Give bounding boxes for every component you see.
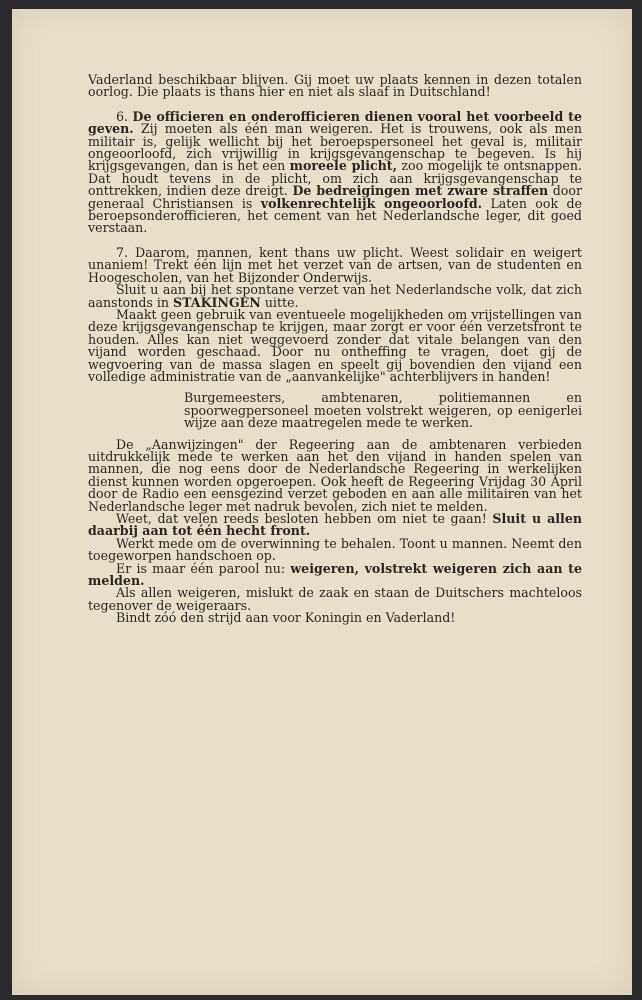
bold-text: weigeren, volstrekt weigeren zich aan te melden.	[88, 560, 582, 589]
bold-text: STAKINGEN	[173, 294, 261, 310]
paragraph-number: 6.	[116, 108, 129, 124]
bold-text: volkenrechtelijk ongeoorloofd.	[260, 195, 483, 211]
bold-text: moreele plicht,	[289, 158, 398, 174]
paragraph-vrijstelling: Maakt geen gebruik van eventueele mogelijkheden om vrijstellingen van deze krijgsgevangenschap te krijgen, maar zorgt er voor één verzetsfront te houden. Alles kan niet weggevoerd zonder dat vitale belangen van den vijand worden geschaad. Door nu ontheffing te vragen, doet gij de wegvoering van de massa slagen en speelt gij bovendien den vijand een volledige administratie van de „aanvankelijke" achterblijvers in handen!	[88, 306, 582, 384]
body-text: uitte.	[264, 294, 299, 310]
intro-paragraph: Vaderland beschikbaar blijven. Gij moet uw plaats kennen in dezen totalen oorlog. Die plaats is thans hier en niet als slaaf in Duitschland!	[88, 72, 582, 100]
paragraph-overwinning: Werkt mede om de overwinning te behalen. Toont u mannen. Neemt den toegeworpen handschoen op.	[88, 535, 582, 564]
paragraph-staking	[88, 284, 582, 309]
bold-text: De bedreigingen met zware straffen	[292, 183, 549, 199]
document-body	[88, 74, 582, 625]
closing-line: Bindt zóó den strijd aan voor Koningin en Vaderland!	[116, 610, 456, 626]
paragraph-parool	[88, 560, 582, 589]
paragraph-weigeren: Als allen weigeren, mislukt de zaak en staan de Duitschers machteloos tegenover de weigeraars.	[88, 585, 582, 613]
bold-text: Sluit u allen daarbij aan tot één hecht front.	[88, 511, 582, 539]
bold-text: De officieren en onderofficieren dienen vooral het voorbeeld te geven.	[88, 108, 582, 137]
paragraph-aanwijzingen: De „Aanwijzingen" der Regeering aan de ambtenaren verbieden uitdrukkelijk mede te werken aan het den vijand in handen spelen van mannen, die nog eens door de Nederlandsche Regeering in werkelijken dienst kunnen worden opgeroepen. Ook heeft de Regeering Vrijdag 30 April door de Radio een eensgezind verzet geboden en aan alle militairen van het Nederlandsche leger met nadruk bevolen, zich niet te melden.	[88, 436, 582, 514]
body-text: door generaal Christiansen is	[88, 183, 582, 211]
body-text: Zij moeten als één man weigeren. Het is trouwens, ook als men militair is, gelijk wellicht bij het beroepspersoneel het geval is, militair ongeoorloofd, zich vrijwillig in krijgsgevangenschap te begeven. Is hij krijgsgevangen, dan is het een	[88, 121, 582, 174]
paper-sheet	[12, 9, 632, 995]
body-text: Laten ook de beroepsonderofficieren, het cement van het Nederlandsche leger, dit goed verstaan.	[88, 195, 582, 236]
paragraph-besloten	[88, 513, 582, 538]
body-text: Weet, dat velen reeds besloten hebben om niet te gaan!	[116, 511, 487, 526]
paragraph-6	[88, 108, 582, 236]
body-text: zoo mogelijk te ontsnappen. Dat houdt tevens in de plicht, om zich aan krijgsgevangenschap te onttrekken, indien deze dreigt.	[88, 158, 582, 199]
body-text: Sluit u aan bij het spontane verzet van het Nederlandsche volk, dat zich aanstonds in	[88, 282, 582, 310]
indented-appeal: Burgemeesters, ambtenaren, politiemannen en spoorwegpersoneel moeten volstrekt weigeren, op eenigerlei wijze aan deze maatregelen mede te werken.	[184, 390, 582, 431]
paragraph-7: 7. Daarom, mannen, kent thans uw plicht. Weest solidair en weigert unaniem! Trekt één lijn met het verzet van de artsen, van de studenten en Hoogescholen, van het Bijzonder Onderwijs.	[88, 244, 582, 285]
body-text: Er is maar één parool nu:	[116, 560, 286, 576]
